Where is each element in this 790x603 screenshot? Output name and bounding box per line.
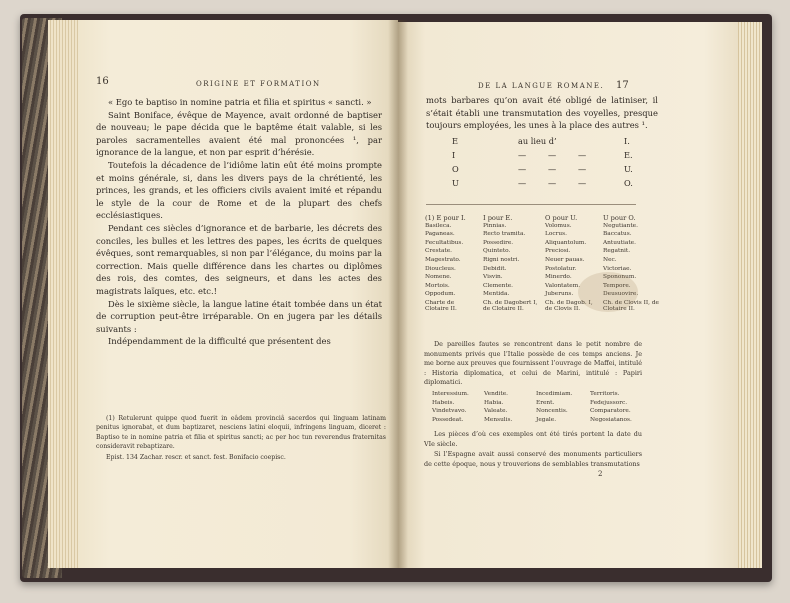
paragraph: De pareilles fautes se rencontrent dans le petit nombre de monuments privés que l’Italie possède de ces temps anciens. Je me borne aux preuves que fournissent l’ouvrage de Maffei, intitulé : Historia diplomatica, et celui de Marini, intitulé : Papiri diplomatici. [424,340,642,387]
dash: — [548,150,557,160]
table-row: Mortois. Clemente. Valontatem. Tempore. [425,282,631,289]
table-row: Fecultatibus. Possedire. Aliquantolum. Antuutiate. [425,239,636,246]
paragraph: Les pièces d’où ces exemples ont été tirés portent la date du VIe siècle. [424,430,642,448]
sub-to: U. [624,164,633,174]
table-row: Vindetvavo. Valeate. Noncentis. Comparatore. [432,408,631,415]
sub-to: O. [624,178,633,188]
sub-from: O [452,164,459,174]
right-intro-text [426,94,658,132]
footnote-reference: Epist. 134 Zachar. rescr. et sanct. fest. Bonifacio coepisc. [106,453,286,461]
left-body-text [96,96,382,348]
book-gutter [388,20,408,568]
left-page [78,20,398,568]
paragraph: Toutefois la décadence de l’idiôme latin eût été moins prompte et moins générale, si, dans les divers pays de la chrétienté, les princes, les grands, et les officiers civils avaient imité et répandu le style de la cour de Rome et de la plupart des chefs ecclésiastiques. [96,159,382,221]
right-running-head: DE LA LANGUE ROMANE. [478,82,605,90]
example-source: Ch. de Dagob. I, de Clovis II. [545,299,593,312]
table-row: Oppodum. Mentida. Juberuns. Deusuovire. [425,291,639,298]
example-source: Ch. de Dagobert I, de Clotaire II. [483,299,538,312]
table-row: Interessium. Vendite. Incedimiam. Territoris. [432,391,620,398]
right-page [398,22,738,568]
right-paragraph-3 [424,430,642,470]
table-row: Basileca. Pinnias. Volomus. Negutiante. [425,222,638,229]
left-page-number: 16 [96,76,109,87]
dash: — [578,150,587,160]
sub-to: E. [624,150,633,160]
dash: — [518,150,527,160]
sub-from: E [452,136,458,146]
intro-paragraph: mots barbares qu’on avait été obligé de latiniser, il s’était établi une transmutation des voyelles, presque toujours employées, les unes à la place des autres ¹. [426,95,658,131]
paper-stain [578,272,638,312]
footnote-marker: (1) E pour I. [425,214,466,222]
left-running-head: ORIGINE ET FORMATION [196,80,321,88]
signature-mark: 2 [598,470,603,478]
dash: — [578,164,587,174]
paragraph: Dès le sixième siècle, la langue latine était tombée dans un état de corruption peut-être irréparable. On en jugera par les détails suivants : [96,298,382,334]
paragraph: « Ego te baptiso in nomine patria et filia et spiritus « sancti. » [108,97,372,107]
sub-header: au lieu d’ [518,136,557,146]
footnote-rule [426,204,636,205]
example-source: Charte de Clotaire II. [425,299,457,312]
dash: — [548,178,557,188]
right-page-number: 17 [616,80,629,91]
sub-to: I. [624,136,630,146]
sub-from: U [452,178,459,188]
table-row: Crestate. Quinteto. Preciosi. Regatnit. [425,248,631,255]
sub-from: I [452,150,456,160]
dash: — [578,178,587,188]
dash: — [518,178,527,188]
paragraph: Si l’Espagne avait aussi conservé des monuments particuliers de cette époque, nous y trouverions de semblables transmutations [424,450,642,468]
table-row: Magestrato. Rigni nostri. Neuer pauas. Nec. [425,256,617,263]
table-row: Paganeas. Recto tramita. Locrus. Baccatus. [425,231,632,238]
paragraph: Pendant ces siècles d’ignorance et de barbarie, les décrets des conciles, les bulles et les lettres des papes, les écrits de quelques évêques, sont remarquables, si non par l’élégance, du moins par la correction. Mais quelle différence dans les chartes ou diplômes des rois, des comtes, des seigneurs, et dans les actes des magistrats laïques, etc. etc.! [96,222,382,296]
table-row: Nomene. Visvin. Minerdo. Spononum. [425,274,637,281]
paragraph: Saint Boniface, évêque de Mayence, avait ordonné de baptiser de nouveau; le pape décida que le baptême était valable, si les paroles sacramentelles avaient été mal prononcées ¹, par ignorance de la langue, et non par esprit d’hérésie. [96,109,382,158]
example-header: O pour U. [545,214,578,222]
example-header: U pour O. [603,214,636,222]
dash: — [548,164,557,174]
example-header: I pour E. [483,214,513,222]
words-table [428,390,644,424]
right-paragraph-2 [424,340,642,389]
table-row: Possedeat. Mensulis. Jegale. Negosiatanos. [432,417,632,424]
table-row: Dioucleus. Debidit. Postolatur. Victoriae. [425,265,632,272]
dash: — [518,164,527,174]
vowel-substitution-table [452,134,654,190]
example-source: Ch. de Clovis II, de Clotaire II. [603,299,659,312]
left-footnote [96,414,386,463]
table-row: Habeis. Habia. Erent. Fedejussorc. [432,399,628,406]
footnote-text: (1) Retulerunt quippe quod fuerit in eâdem provinciâ sacerdos qui linguam latinam penitus ignorabat, et dum baptizaret, nesciens latini eloquii, infringens linguam, diceret : Baptiso te in nomine patria et filia et spiritus sancti; ac per hoc tun reverendus fraternitas consideravit rebaptizare. [96,415,386,451]
paragraph: Indépendamment de la difficulté que présentent des [108,336,331,347]
